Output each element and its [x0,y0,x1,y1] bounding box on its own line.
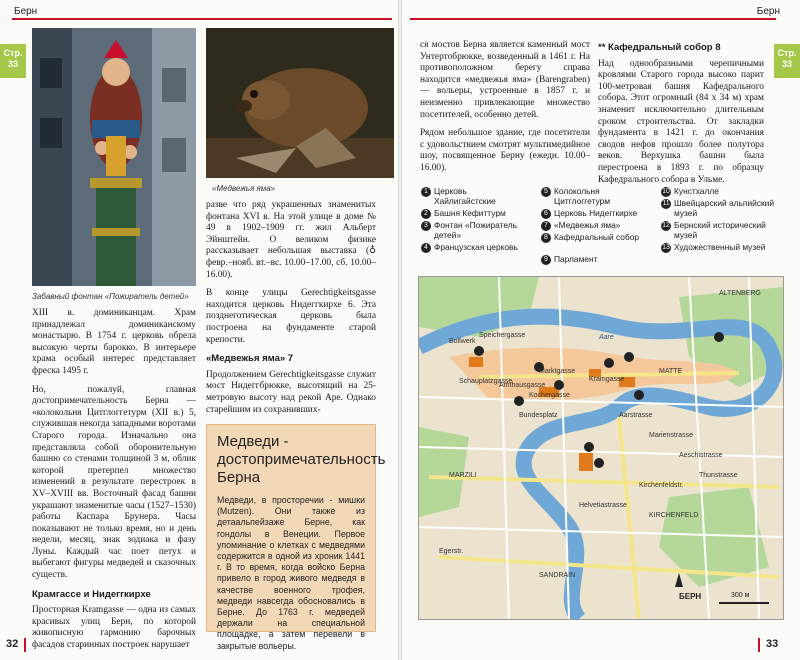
map-label: Helvetiastrasse [579,502,627,509]
subheading: «Медвежья яма» 7 [206,353,294,365]
map-label: Aeschistrasse [679,452,723,459]
map-drawing [419,277,783,619]
paragraph: ся мостов Берна является каменный мост Унтертобрюкке, возведенный в 1461 г. На противоположном берегу справа находится «медвежья яма» (Barengraben) — вольеры, устроенные в 1857 г. и неизменно привлекающие множество посетителей, особенно детей. [420,40,590,120]
page-tab-right: Стр. 33 [774,44,800,78]
top-rule-left [12,18,392,20]
info-box [206,424,386,651]
right-column-2 [598,36,764,193]
paragraph: Но, пожалуй, главная достопримечательность Берна — «колокольня Цитглоггетурм (XII в.) 5, служившая некогда западными воротами Старого города. Изначально она представляла собой оборонительную башню со стенами толщиной 3 м, облик которой претерпел множество изменений в результате перестроек в XV–XVIII вв. Восточный фасад башни украшают знаменитые часы (1527–1530) работы Каспара Брунера. Часы показывают не только время, но и день недели, месяц, знак зодиака и фазу Луны. Каждый час поет петух и выбегают фигуры медведей и сказочных существ. [32,384,196,581]
map-scale: 300 м [731,592,750,599]
page-tab-left: Стр. 33 [0,44,26,78]
left-column-2 [206,200,376,423]
legend-item: 3 Фонтан «Пожиратель детей» [420,220,530,240]
info-box-text: Медведи, в просторечии - мишки (Mutzen). Они также из детаальпейзаже Берне, как гондолы в Венеции. Первое упоминание о клетках с медведями содержится в одной из хроник 1441 г. В то время, когда войско Берна привело в город живого медведя в качестве военного трофея, медведи навсегда обосновались в Берне. До 1763 г. медведей держали на специальной площадке, а затем перевели в закрытые вольеры. [217,495,365,651]
top-rule-right [410,18,776,20]
map-label: MARZILI [449,472,477,479]
left-column-1 [32,308,196,659]
paragraph: Рядом небольшое здание, где посетители с удовольствием смотрят мультимедийное шоу, посвященное Берну (ежедн. 10.00–16.00). [420,128,590,173]
bear-photo [206,28,394,178]
map-label: KIRCHENFELD [649,512,699,519]
paragraph: В конце улицы Gerechtigkeitsgasse находится церковь Нидеггкирхе 6. Эта позднеготическая церковь была построена на фундаменте старой крепости. [206,288,376,345]
legend-item: 11 Швейцарский альпийский музей [662,198,775,218]
legend-item: 5 Колокольня Цитглоггетурм [540,186,650,206]
legend-item: 8 Кафедральный собор [540,232,650,242]
section-heading: ** Кафедральный собор 8 [598,42,721,53]
page-number-bar-left [24,638,26,652]
map-label: Kramgasse [589,376,625,383]
map-label: ALTENBERG [719,290,761,297]
legend-item: 6 Церковь Нидеггкирхе [540,208,650,218]
city-map [418,276,784,620]
map-label: Marienstrasse [649,432,693,439]
map-label: Kochergasse [529,392,570,399]
info-box-title: Медведи - достопримечательность Берна [217,433,386,486]
map-label: Bollwerk [449,338,476,345]
running-head-left: Берн [14,6,38,17]
legend-item: 12 Бернский исторический музей [662,220,766,240]
map-label: Egerstr. [439,548,464,555]
map-label: Speichergasse [479,332,526,339]
page-number-left: 32 [6,638,19,650]
left-page [0,0,398,660]
right-column-1 [420,40,590,182]
map-title: БЕРН [679,592,702,601]
paragraph: разве что ряд украшенных знаменитых фонтана XVI в. На этой улице в доме № 49 в 1902–1909 гг. жил Альберт Эйнштейн. О великом физике рассказывает небольшая выставка (♁ февр.–нояб. вт.–вс. 10.00–17.00, сб. 10.00–16.00). [206,200,376,280]
paragraph: Просторная Kramgasse — одна из самых красивых улиц Берн, по которой живописную гармонию барочных фасадов старинных построек нарушает [32,605,196,651]
paragraph: Над однообразными черепичными кровлями Старого города высоко парит 100-метровая башня Кафедрального собора. Этот огромный (84 х 34 м) храм знаменит исключительно длительным сроком строительства. От закладки фундамента в 1421 г. до окончания сводов нефов прошло более полутора веков. Верхушка башни была перестроена в 1893 г. по образцу Кафедрального собора в Ульме. [598,58,764,185]
map-legend [420,186,780,266]
map-label: Bundesplatz [519,412,558,419]
legend-item: 10 Кунстхалле [662,186,719,196]
legend-item: 2 Башня Кефиттурм [420,208,530,218]
legend-item: 9 Парламент [540,254,650,264]
map-label: SANDRAIN [539,572,576,579]
map-label: MATTE [659,368,683,375]
legend-item: 13 Художественный музей [662,242,766,252]
map-label: Aare [599,334,614,341]
map-label: Thunstrasse [699,472,738,479]
map-label: Schauplatzgasse [459,378,513,385]
map-label: Kirchenfeldstr. [639,482,684,489]
subheading: Крамгассе и Нидеггкирхе [32,588,151,600]
bear-caption: «Медвежья яма» [212,184,276,193]
legend-item: 7 «Медвежья яма» [540,220,650,230]
running-head-right: Берн [756,6,780,17]
legend-item: 4 Французская церковь [420,242,530,252]
paragraph: Продолжением Gerechtigkeitsgasse служит мост Нидеггбрюкке, высотящий на 25-метровую высоту над рекой Аре. Однако старейшим из сохранивших- [206,369,376,415]
map-label: Aarstrasse [619,412,653,419]
fountain-photo [32,28,196,286]
legend-item: 1 Церковь Хайлигайстские [420,186,530,206]
page-number-right: 33 [766,638,779,650]
right-page [402,0,800,660]
map-label: Marktgasse [539,368,576,375]
map-label: Amthausgasse [499,382,546,389]
page-number-bar-right [758,638,760,652]
fountain-caption: Забавный фонтан «Пожиратель детей» [32,292,189,301]
paragraph: XIII в. доминиканцам. Храм принадлежал доминиканскому монастырю. В 1754 г. церковь обрела высокую черты барокко. В интерьере храма особый интерес представляет фреска 1495 г. [32,308,196,376]
